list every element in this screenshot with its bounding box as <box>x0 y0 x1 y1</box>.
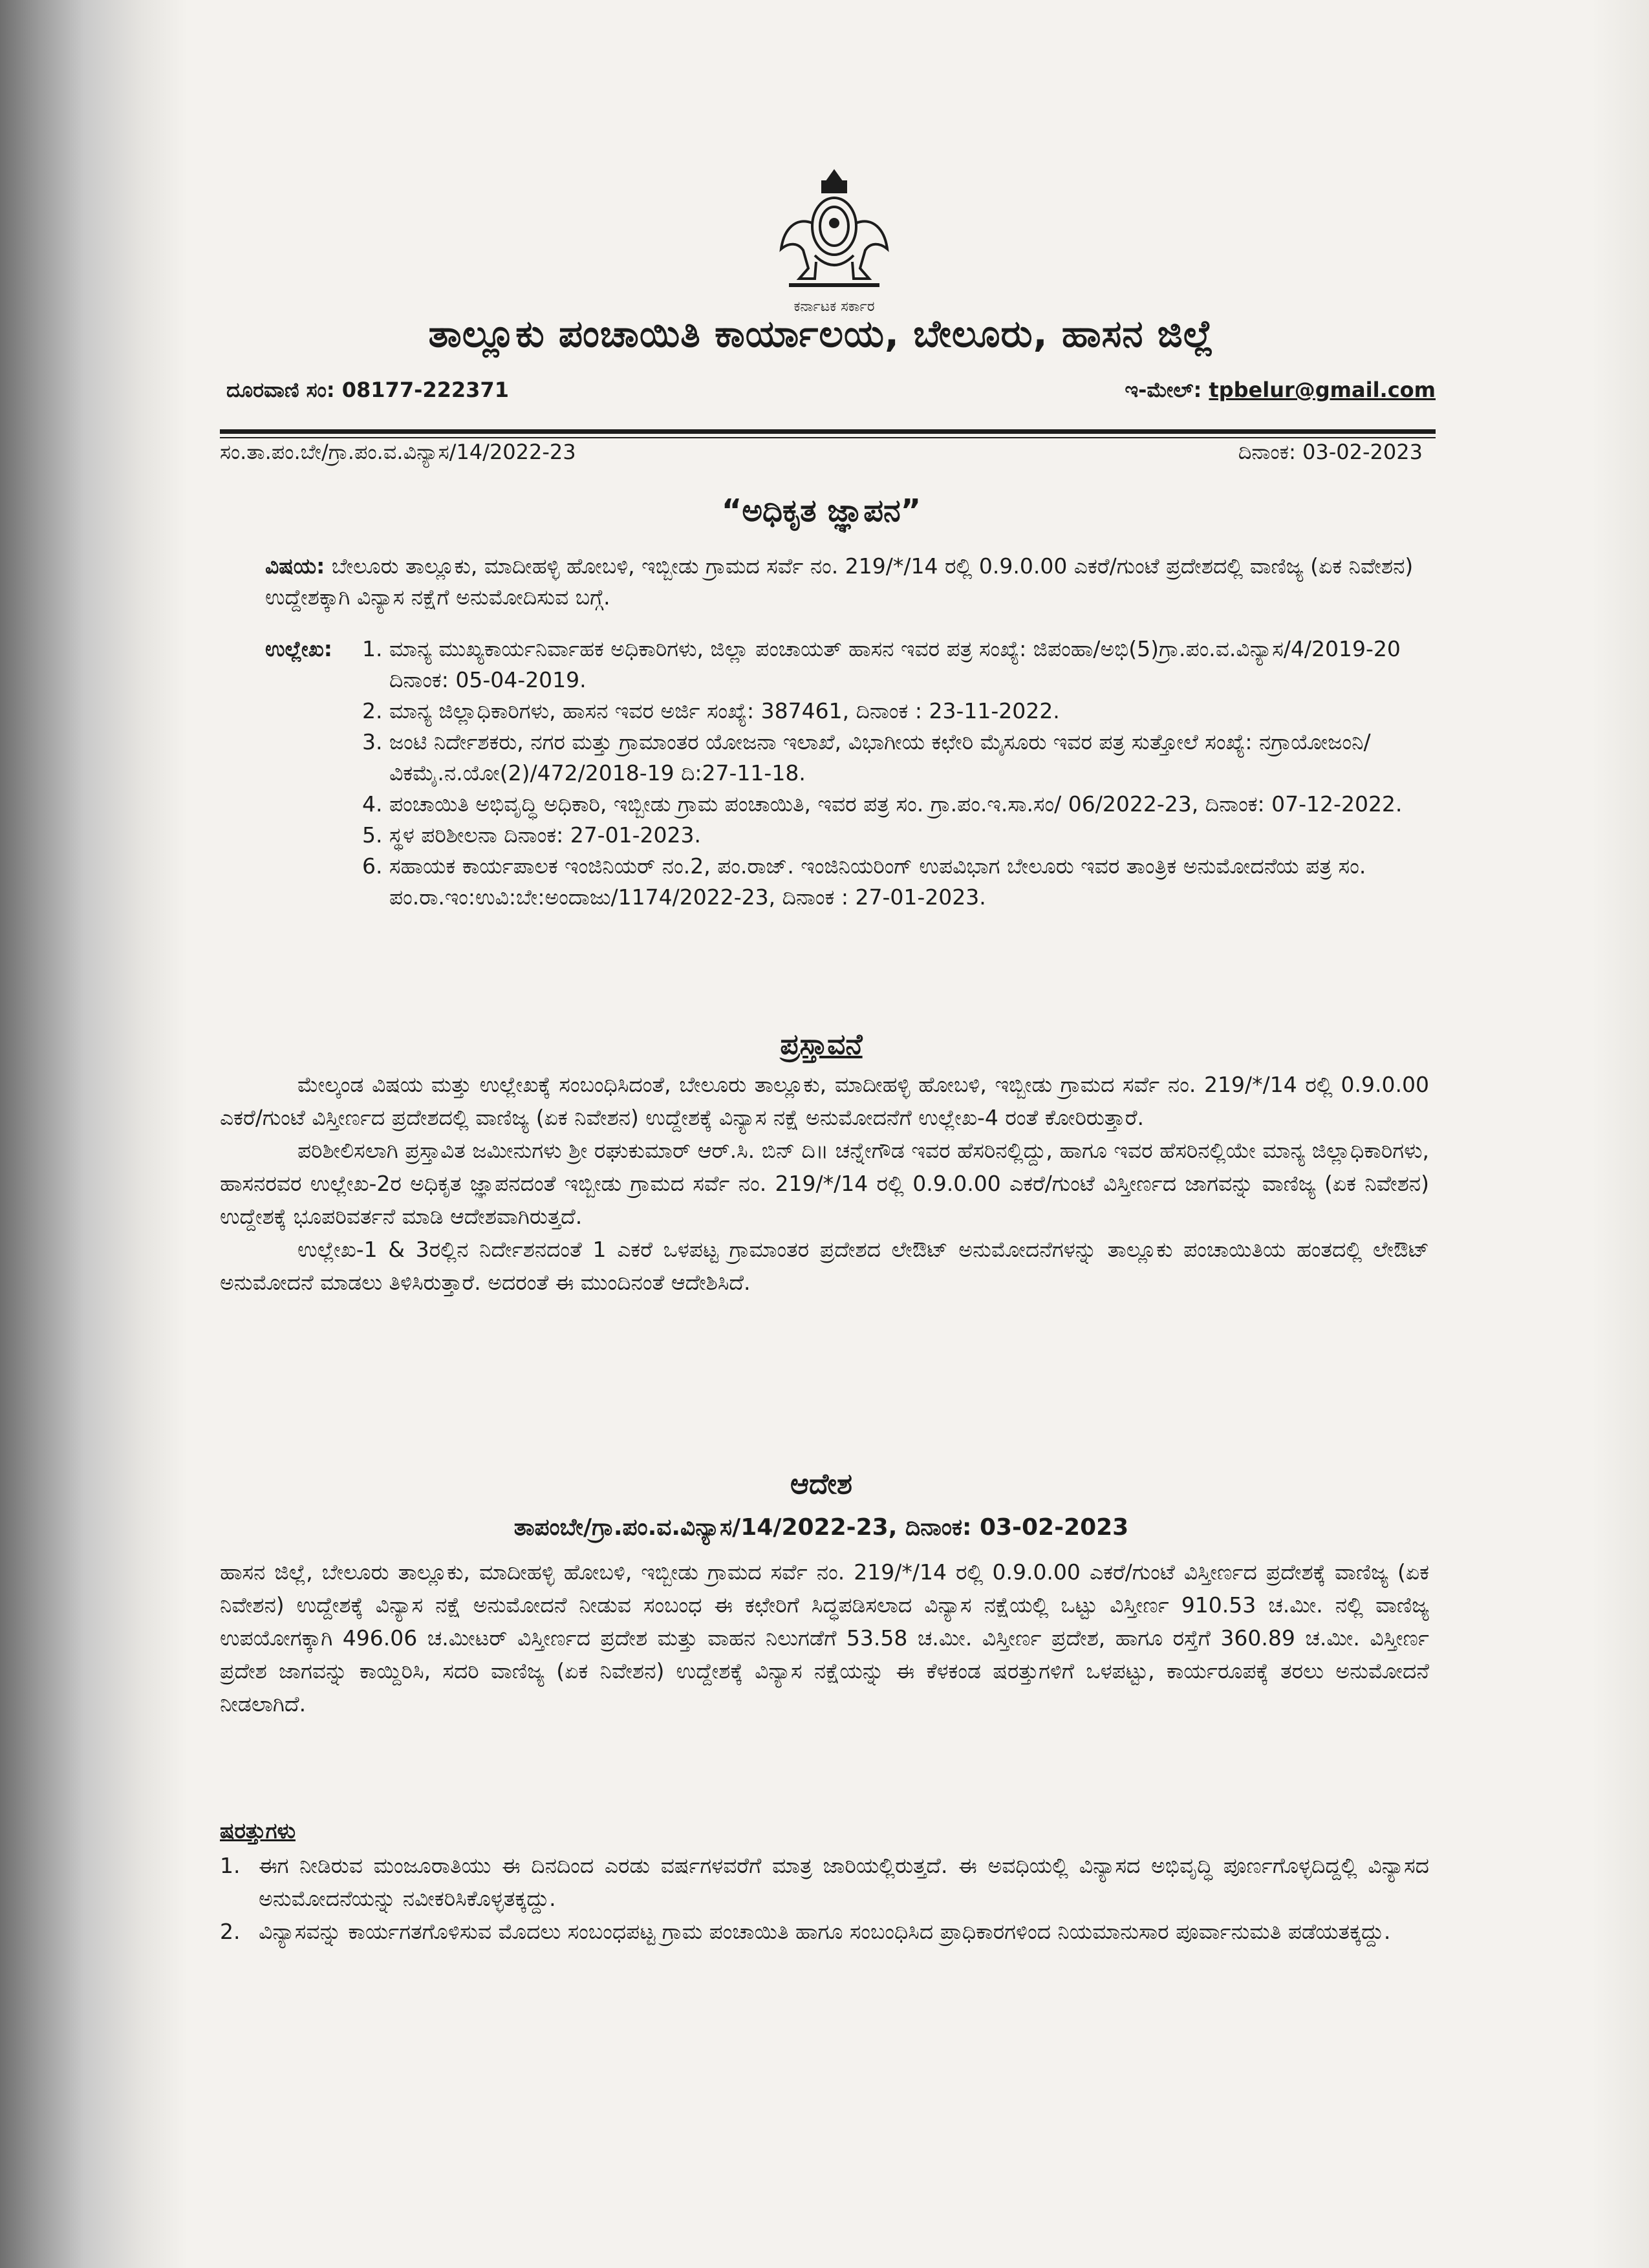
conditions-list <box>220 1849 1429 1948</box>
email-address: tpbelur@gmail.com <box>1209 378 1436 402</box>
preamble-paragraph: ಪರಿಶೀಲಿಸಲಾಗಿ ಪ್ರಸ್ತಾವಿತ ಜಮೀನುಗಳು ಶ್ರೀ ರಘುಕುಮಾರ್ ಆರ್.ಸಿ. ಬಿನ್ ದಿ॥ ಚನ್ನೇಗೌಡ ಇವರ ಹೆಸರಿನಲ್ಲಿದ್ದು, ಹಾಗೂ ಇವರ ಹೆಸರಿನಲ್ಲಿಯೇ ಮಾನ್ಯ ಜಿಲ್ಲಾಧಿಕಾರಿಗಳು, ಹಾಸನರವರ ಉಲ್ಲೇಖ-2ರ ಅಧಿಕೃತ ಜ್ಞಾಪನದಂತೆ ಇಬ್ಬೀಡು ಗ್ರಾಮದ ಸರ್ವೆ ನಂ. 219/*/14 ರಲ್ಲಿ 0.9.0.00 ಎಕರೆ/ಗುಂಟೆ ವಿಸ್ತೀರ್ಣದ ಜಾಗವನ್ನು ವಾಣಿಜ್ಯ (ಏಕ ನಿವೇಶನ) ಉದ್ದೇಶಕ್ಕೆ ಭೂಪರಿವರ್ತನೆ ಮಾಡಿ ಆದೇಶವಾಗಿರುತ್ತದೆ. <box>220 1138 1429 1229</box>
reference-text: ಸಹಾಯಕ ಕಾರ್ಯಪಾಲಕ ಇಂಜಿನಿಯರ್ ನಂ.2, ಪಂ.ರಾಜ್. ಇಂಜಿನಿಯರಿಂಗ್ ಉಪವಿಭಾಗ ಬೇಲೂರು ಇವರ ತಾಂತ್ರಿಕ ಅನುಮೋದನೆಯ ಪತ್ರ ಸಂ. ಪಂ.ರಾ.ಇಂ:ಉವಿ:ಬೇ:ಅಂದಾಜು/1174/2022-23, ದಿನಾಂಕ : 27-01-2023. <box>389 853 1366 910</box>
document-date: ದಿನಾಂಕ: 03-02-2023 <box>1238 440 1423 464</box>
reference-text: ಮಾನ್ಯ ಜಿಲ್ಲಾಧಿಕಾರಿಗಳು, ಹಾಸನ ಇವರ ಅರ್ಜಿ ಸಂಖ್ಯೆ: 387461, ದಿನಾಂಕ : 23-11-2022. <box>389 698 1060 723</box>
preamble-body <box>220 1068 1429 1299</box>
references-list <box>265 634 1429 913</box>
reference-item <box>265 820 1429 851</box>
order-heading: ಆದೇಶ <box>790 1468 852 1501</box>
header-rule-thin <box>220 437 1436 438</box>
preamble-heading-text: ಪ್ರಸ್ತಾವನೆ <box>780 1028 863 1061</box>
condition-item <box>220 1849 1429 1915</box>
order-reference: ತಾಪಂಬೇ/ಗ್ರಾ.ಪಂ.ವ.ವಿನ್ಯಾಸ/14/2022-23, ದಿನಾಂಕ: 03-02-2023 <box>513 1514 1129 1541</box>
condition-item <box>220 1915 1429 1948</box>
state-emblem-icon <box>770 165 899 294</box>
page-edge <box>1591 0 1649 2268</box>
preamble-paragraph: ಉಲ್ಲೇಖ-1 & 3ರಲ್ಲಿನ ನಿರ್ದೇಶನದಂತೆ 1 ಎಕರೆ ಒಳಪಟ್ಟ ಗ್ರಾಮಾಂತರ ಪ್ರದೇಶದ ಲೇಔಟ್ ಅನುಮೋದನೆಗಳನ್ನು ತಾಲ್ಲೂಕು ಪಂಚಾಯಿತಿಯ ಹಂತದಲ್ಲಿ ಲೇಔಟ್ ಅನುಮೋದನೆ ಮಾಡಲು ತಿಳಿಸಿರುತ್ತಾರೆ. ಅದರಂತೆ ಈ ಮುಂದಿನಂತೆ ಆದೇಶಿಸಿದೆ. <box>220 1237 1429 1295</box>
reference-number-label: 4. <box>362 791 383 817</box>
reference-text: ಪಂಚಾಯಿತಿ ಅಭಿವೃದ್ಧಿ ಅಧಿಕಾರಿ, ಇಬ್ಬೀಡು ಗ್ರಾಮ ಪಂಚಾಯಿತಿ, ಇವರ ಪತ್ರ ಸಂ. ಗ್ರಾ.ಪಂ.ಇ.ಸಾ.ಸಂ/ 06/2022-23, ದಿನಾಂಕ: 07-12-2022. <box>389 791 1403 817</box>
document-title: “ಅಧಿಕೃತ ಜ್ಞಾಪನ” <box>721 493 921 529</box>
order-body <box>220 1556 1429 1720</box>
reference-item <box>265 727 1429 789</box>
condition-text: ವಿನ್ಯಾಸವನ್ನು ಕಾರ್ಯಗತಗೊಳಿಸುವ ಮೊದಲು ಸಂಬಂಧಪಟ್ಟ ಗ್ರಾಮ ಪಂಚಾಯಿತಿ ಹಾಗೂ ಸಂಬಂಧಿಸಿದ ಪ್ರಾಧಿಕಾರಗಳಿಂದ ನಿಯಮಾನುಸಾರ ಪೂರ್ವಾನುಮತಿ ಪಡೆಯತಕ್ಕದ್ದು. <box>259 1919 1391 1944</box>
reference-text: ಜಂಟಿ ನಿರ್ದೇಶಕರು, ನಗರ ಮತ್ತು ಗ್ರಾಮಾಂತರ ಯೋಜನಾ ಇಲಾಖೆ, ವಿಭಾಗೀಯ ಕಛೇರಿ ಮೈಸೂರು ಇವರ ಪತ್ರ ಸುತ್ತೋಲೆ ಸಂಖ್ಯೆ: ನಗ್ರಾಯೋಜಂನಿ/ವಿಕಮೈ.ನ.ಯೋ(2)/472/2018-19 ದಿ:27-11-18. <box>389 729 1371 786</box>
condition-text: ಈಗ ನೀಡಿರುವ ಮಂಜೂರಾತಿಯು ಈ ದಿನದಿಂದ ಎರಡು ವರ್ಷಗಳವರೆಗೆ ಮಾತ್ರ ಜಾರಿಯಲ್ಲಿರುತ್ತದೆ. ಈ ಅವಧಿಯಲ್ಲಿ ವಿನ್ಯಾಸದ ಅಭಿವೃದ್ಧಿ ಪೂರ್ಣಗೊಳ್ಳದಿದ್ದಲ್ಲಿ ವಿನ್ಯಾಸದ ಅನುಮೋದನೆಯನ್ನು ನವೀಕರಿಸಿಕೊಳ್ಳತಕ್ಕದ್ದು. <box>259 1853 1429 1911</box>
office-title: ತಾಲ್ಲೂಕು ಪಂಚಾಯಿತಿ ಕಾರ್ಯಾಲಯ, ಬೇಲೂರು, ಹಾಸನ ಜಿಲ್ಲೆ <box>428 312 1214 356</box>
reference-item <box>265 696 1429 727</box>
binding-shadow <box>0 0 188 2268</box>
header-rule-thick <box>220 429 1436 434</box>
preamble-heading <box>207 1028 1436 1061</box>
email-label: ಇ-ಮೇಲ್: <box>1125 378 1202 402</box>
conditions-heading: ಷರತ್ತುಗಳು <box>220 1818 296 1843</box>
reference-item <box>265 789 1429 820</box>
subject-text: ಬೇಲೂರು ತಾಲ್ಲೂಕು, ಮಾದೀಹಳ್ಳಿ ಹೋಬಳಿ, ಇಬ್ಬೀಡು ಗ್ರಾಮದ ಸರ್ವೆ ನಂ. 219/*/14 ರಲ್ಲಿ 0.9.0.00 ಎಕರೆ/ಗುಂಟೆ ಪ್ರದೇಶದಲ್ಲಿ ವಾಣಿಜ್ಯ (ಏಕ ನಿವೇಶನ) ಉದ್ದೇಶಕ್ಕಾಗಿ ವಿನ್ಯಾಸ ನಕ್ಷೆಗೆ ಅನುಮೋದಿಸುವ ಬಗ್ಗೆ. <box>265 553 1414 610</box>
order-paragraph: ಹಾಸನ ಜಿಲ್ಲೆ, ಬೇಲೂರು ತಾಲ್ಲೂಕು, ಮಾದೀಹಳ್ಳಿ ಹೋಬಳಿ, ಇಬ್ಬೀಡು ಗ್ರಾಮದ ಸರ್ವೆ ನಂ. 219/*/14 ರಲ್ಲಿ 0.9.0.00 ಎಕರೆ/ಗುಂಟೆ ವಿಸ್ತೀರ್ಣದ ಪ್ರದೇಶಕ್ಕೆ ವಾಣಿಜ್ಯ (ಏಕ ನಿವೇಶನ) ಉದ್ದೇಶಕ್ಕೆ ವಿನ್ಯಾಸ ನಕ್ಷೆ ಅನುಮೋದನೆ ನೀಡುವ ಸಂಬಂಧ ಈ ಕಛೇರಿಗೆ ಸಿದ್ಧಪಡಿಸಲಾದ ವಿನ್ಯಾಸ ನಕ್ಷೆಯಲ್ಲಿ ಒಟ್ಟು ವಿಸ್ತೀರ್ಣ 910.53 ಚ.ಮೀ. ನಲ್ಲಿ ವಾಣಿಜ್ಯ ಉಪಯೋಗಕ್ಕಾಗಿ 496.06 ಚ.ಮೀಟರ್ ವಿಸ್ತೀರ್ಣದ ಪ್ರದೇಶ ಮತ್ತು ವಾಹನ ನಿಲುಗಡೆಗೆ 53.58 ಚ.ಮೀ. ವಿಸ್ತೀರ್ಣ ಪ್ರದೇಶ, ಹಾಗೂ ರಸ್ತೆಗೆ 360.89 ಚ.ಮೀ. ವಿಸ್ತೀರ್ಣ ಪ್ರದೇಶ ಜಾಗವನ್ನು ಕಾಯ್ದಿರಿಸಿ, ಸದರಿ ವಾಣಿಜ್ಯ (ಏಕ ನಿವೇಶನ) ಉದ್ದೇಶಕ್ಕೆ ವಿನ್ಯಾಸ ನಕ್ಷೆಯನ್ನು ಈ ಕೆಳಕಂಡ ಷರತ್ತುಗಳಿಗೆ ಒಳಪಟ್ಟು, ಕಾರ್ಯರೂಪಕ್ಕೆ ತರಲು ಅನುಮೋದನೆ ನೀಡಲಾಗಿದೆ. <box>220 1559 1429 1717</box>
document-page <box>207 0 1436 2268</box>
subject <box>265 551 1423 613</box>
reference-text: ಮಾನ್ಯ ಮುಖ್ಯಕಾರ್ಯನಿರ್ವಾಹಕ ಅಧಿಕಾರಿಗಳು, ಜಿಲ್ಲಾ ಪಂಚಾಯತ್ ಹಾಸನ ಇವರ ಪತ್ರ ಸಂಖ್ಯೆ: ಜಿಪಂಹಾ/ಅಭಿ(5)ಗ್ರಾ.ಪಂ.ವ.ವಿನ್ಯಾಸ/4/2019-20 ದಿನಾಂಕ: 05-04-2019. <box>389 636 1401 692</box>
condition-number: 2. <box>220 1919 241 1944</box>
reference-item <box>265 851 1429 913</box>
condition-number: 1. <box>220 1853 241 1878</box>
reference-number-label: 2. <box>362 698 383 723</box>
email-line <box>1048 378 1436 403</box>
reference-item <box>265 634 1429 696</box>
reference-number: ಸಂ.ತಾ.ಪಂ.ಬೇ/ಗ್ರಾ.ಪಂ.ವ.ವಿನ್ಯಾಸ/14/2022-23 <box>220 440 576 464</box>
subject-label: ವಿಷಯ: <box>265 553 325 579</box>
references-label: ಉಲ್ಲೇಖ: <box>265 636 332 661</box>
reference-number-label: 1. <box>362 636 383 661</box>
reference-number-label: 3. <box>362 729 383 754</box>
phone-number: ದೂರವಾಣಿ ಸಂ: 08177-222371 <box>226 378 509 402</box>
preamble-paragraph: ಮೇಲ್ಕಂಡ ವಿಷಯ ಮತ್ತು ಉಲ್ಲೇಖಕ್ಕೆ ಸಂಬಂಧಿಸಿದಂತೆ, ಬೇಲೂರು ತಾಲ್ಲೂಕು, ಮಾದೀಹಳ್ಳಿ ಹೋಬಳಿ, ಇಬ್ಬೀಡು ಗ್ರಾಮದ ಸರ್ವೆ ನಂ. 219/*/14 ರಲ್ಲಿ 0.9.0.00 ಎಕರೆ/ಗುಂಟೆ ವಿಸ್ತೀರ್ಣದ ಪ್ರದೇಶದಲ್ಲಿ ವಾಣಿಜ್ಯ (ಏಕ ನಿವೇಶನ) ಉದ್ದೇಶಕ್ಕೆ ವಿನ್ಯಾಸ ನಕ್ಷೆ ಅನುಮೋದನೆಗೆ ಉಲ್ಲೇಖ-4 ರಂತೆ ಕೋರಿರುತ್ತಾರೆ. <box>220 1072 1429 1130</box>
reference-number-label: 6. <box>362 853 383 879</box>
reference-number-label: 5. <box>362 822 383 848</box>
emblem-caption: ಕರ್ನಾಟಕ ಸರ್ಕಾರ <box>793 299 875 315</box>
reference-text: ಸ್ಥಳ ಪರಿಶೀಲನಾ ದಿನಾಂಕ: 27-01-2023. <box>389 822 701 848</box>
